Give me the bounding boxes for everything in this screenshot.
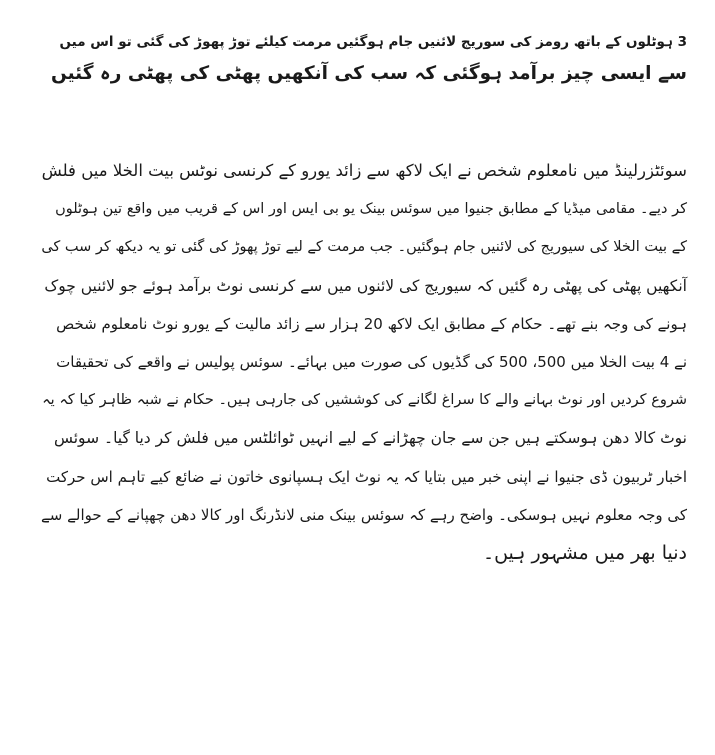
article-body — [36, 152, 687, 572]
body-line-11: دنیا بھر میں مشہور ہیں۔ — [482, 542, 687, 565]
body-line-4: آنکھیں پھٹی کی پھٹی رہ گئیں کہ سیوریج کی لائنوں میں سے کرنسی نوٹ برآمد ہوئے جو لائنیں چوک — [44, 276, 687, 295]
headline-line-2: سے ایسی چیز برآمد ہوگئی کہ سب کی آنکھیں پھٹی کی پھٹی رہ گئیں — [50, 63, 687, 84]
body-line-7: شروع کردیں اور نوٹ بہانے والے کا سراغ لگانے کی کوششیں کی جارہی ہیں۔ حکام نے شبہ ظاہر کیا کہ یہ — [42, 392, 687, 409]
body-line-9: اخبار ٹربیون ڈی جنیوا نے اپنی خبر میں بتایا کہ یہ نوٹ ایک ہسپانوی خاتون نے ضائع کیے تاہم اس حرکت — [46, 467, 687, 486]
body-line-3: کے بیت الخلا کی سیوریج کی لائنیں جام ہوگئیں۔ جب مرمت کے لیے توڑ پھوڑ کی گئی تو یہ دیکھ کر سب کی — [41, 239, 687, 256]
body-line-6: نے 4 بیت الخلا میں 500، 500 کی گڈیوں کی صورت میں بہائے۔ سوئس پولیس نے واقعے کی تحقیقات — [56, 353, 687, 372]
body-line-10: کی وجہ معلوم نہیں ہوسکی۔ واضح رہے کہ سوئس بینک منی لانڈرنگ اور کالا دھن چھپانے کے حوالے سے — [40, 505, 687, 524]
body-line-2: کر دیے۔ مقامی میڈیا کے مطابق جنیوا میں سوئس بینک یو بی ایس اور اس کے قریب میں واقع تین ہوٹلوں — [55, 201, 687, 218]
article-headline — [38, 26, 687, 90]
body-line-1: سوئٹزرلینڈ میں نامعلوم شخص نے ایک لاکھ سے زائد یورو کے کرنسی نوٹس بیت الخلا میں فلش — [41, 161, 687, 180]
body-line-5: ہونے کی وجہ بنے تھے۔ حکام کے مطابق ایک لاکھ 20 ہزار سے زائد مالیت کے یورو نوٹ نامعلوم شخص — [56, 314, 687, 333]
headline-line-1: 3 ہوٹلوں کے باتھ رومز کی سوریج لائنیں جام ہوگئیں مرمت کیلئے توڑ پھوڑ کی گئی تو اس میں — [59, 34, 687, 50]
body-line-8: نوٹ کالا دھن ہوسکتے ہیں جن سے جان چھڑانے کے لیے انہیں ٹوائلٹس میں فلش کر دیا گیا۔ سوئس — [53, 429, 687, 448]
